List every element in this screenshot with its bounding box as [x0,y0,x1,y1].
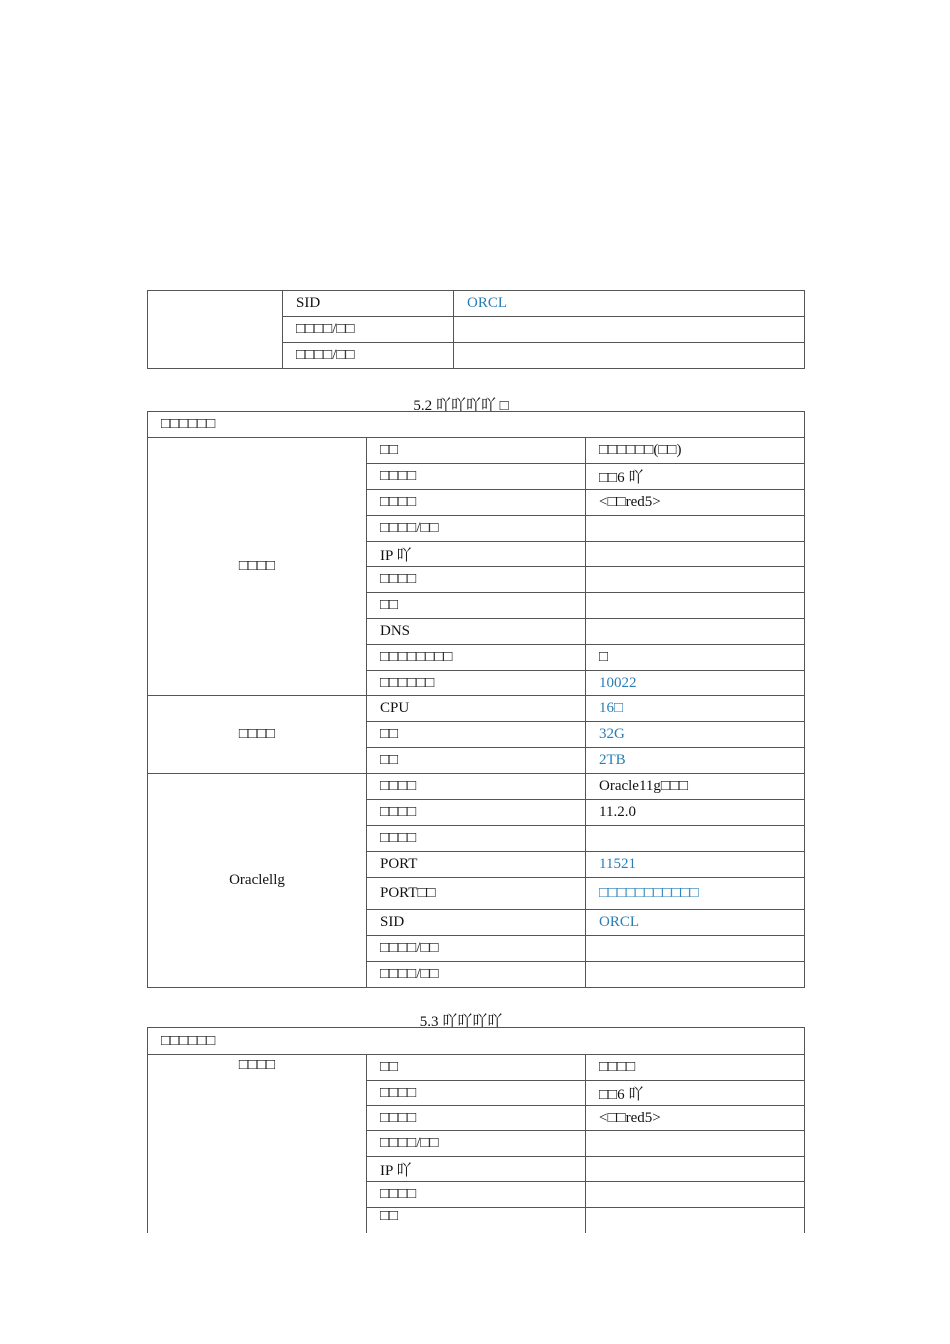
field-label: □□□□□□□□ [367,645,586,671]
field-value: <□□red5> [586,1106,805,1131]
server-config-table-2 [147,1027,805,1233]
field-value: 10022 [586,671,805,696]
field-value [586,1157,805,1182]
field-value [586,542,805,567]
field-label: □□□□/□□ [367,962,586,988]
group-cell [148,291,283,369]
field-label: □□□□/□□ [283,343,454,369]
field-label: □□□□ [367,490,586,516]
field-value [586,1131,805,1157]
field-label: □□ [367,748,586,774]
field-label: SID [367,910,586,936]
field-value [586,936,805,962]
field-value: □□6 吖 [586,1081,805,1106]
field-value [586,516,805,542]
field-value: Oracle11g□□□ [586,774,805,800]
field-label: □□ [367,1208,586,1233]
field-label: □□□□ [367,1182,586,1208]
field-label: □□□□ [367,567,586,593]
field-value [586,826,805,852]
field-value [586,567,805,593]
field-label: SID [283,291,454,317]
field-value: 11.2.0 [586,800,805,826]
field-value: □□□□□□□□□□□ [586,878,805,910]
field-value: <□□red5> [586,490,805,516]
field-label: □□□□□□ [367,671,586,696]
field-value: 32G [586,722,805,748]
field-label: □□□□/□□ [367,516,586,542]
field-label: □□ [367,438,586,464]
field-label: □□□□ [367,800,586,826]
field-label: □□ [367,1055,586,1081]
field-label: PORT□□ [367,878,586,910]
table-header: □□□□□□ [148,1028,805,1055]
db-config-table-continued [147,290,805,369]
group-name-cell: □□□□ [148,696,367,774]
field-label: □□□□/□□ [367,936,586,962]
field-value: □□□□□□(□□) [586,438,805,464]
field-label: □□ [367,722,586,748]
field-value [454,343,805,369]
table-header: □□□□□□ [148,412,805,438]
field-label: □□□□ [367,1106,586,1131]
field-value [586,1208,805,1233]
field-label: □□□□/□□ [367,1131,586,1157]
field-value: 2TB [586,748,805,774]
group-name-cell: □□□□ [148,1055,367,1233]
field-value [586,1182,805,1208]
field-label: DNS [367,619,586,645]
field-label: □□□□/□□ [283,317,454,343]
group-name-cell: Oraclellg [148,774,367,988]
field-value [454,317,805,343]
field-value: □ [586,645,805,671]
field-value: 16□ [586,696,805,722]
field-label: CPU [367,696,586,722]
field-value [586,962,805,988]
field-value [586,593,805,619]
field-value [586,619,805,645]
field-label: □□□□ [367,774,586,800]
field-label: □□□□ [367,826,586,852]
field-value: □□6 吖 [586,464,805,490]
server-config-table [147,411,805,988]
field-label: □□□□ [367,1081,586,1106]
field-value: 11521 [586,852,805,878]
field-value: ORCL [454,291,805,317]
field-label: IP 吖 [367,1157,586,1182]
field-label: □□□□ [367,464,586,490]
group-name-cell: □□□□ [148,438,367,696]
caption-text: 5.3 吖吖吖吖 [419,1014,503,1030]
field-label: □□ [367,593,586,619]
field-label: IP 吖 [367,542,586,567]
field-value: ORCL [586,910,805,936]
field-label: PORT [367,852,586,878]
caption-text: 5.2 吖吖吖吖 □ [413,398,509,414]
field-value: □□□□ [586,1055,805,1081]
